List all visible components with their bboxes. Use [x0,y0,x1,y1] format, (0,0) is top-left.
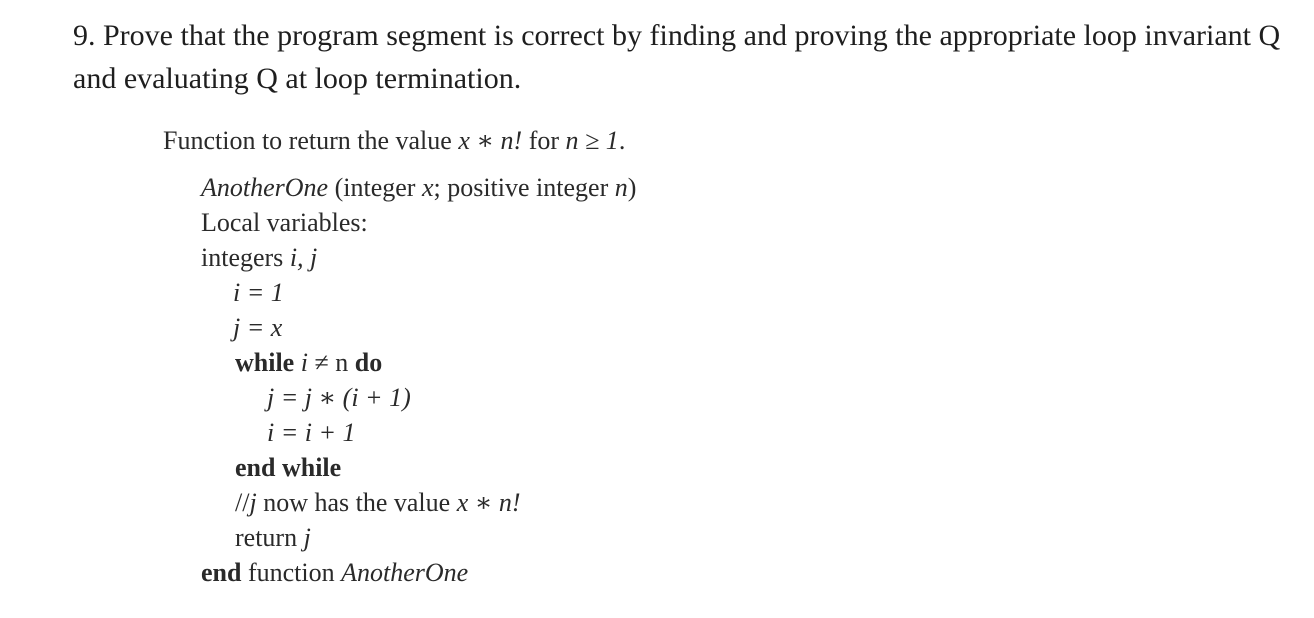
caption-expression: x ∗ n! [458,126,523,155]
function-name: AnotherOne [201,173,329,202]
loop-comment: //j now has the value x ∗ n! [235,488,521,517]
init-i-statement: i = 1 [233,278,284,307]
problem-text: Prove that the program segment is correct by finding and proving the appropriate loop invariant Q and evaluating Q at loop termination. [73,19,1281,95]
function-caption: Function to return the value x ∗ n! for n ≥ 1. [163,126,626,155]
caption-condition: n ≥ 1 [565,126,619,155]
end-while-keyword: end while [235,453,342,482]
while-keyword: while [235,348,295,377]
end-function-line: end function AnotherOne [201,558,469,587]
loop-body-i-statement: i = i + 1 [267,418,356,447]
end-keyword: end [201,558,242,587]
problem-statement [73,14,1293,100]
while-header: while i ≠ n do [235,348,383,377]
init-j-statement: j = x [233,313,283,342]
problem-number: 9. [73,19,96,52]
local-variables-label: Local variables: [201,208,368,237]
loop-body-j-statement: j = j ∗ (i + 1) [267,383,411,412]
function-signature: AnotherOne (integer x; positive integer n) [201,173,637,202]
do-keyword: do [354,348,383,377]
return-statement: return j [235,523,311,552]
variable-declaration: integers i, j [201,243,318,272]
